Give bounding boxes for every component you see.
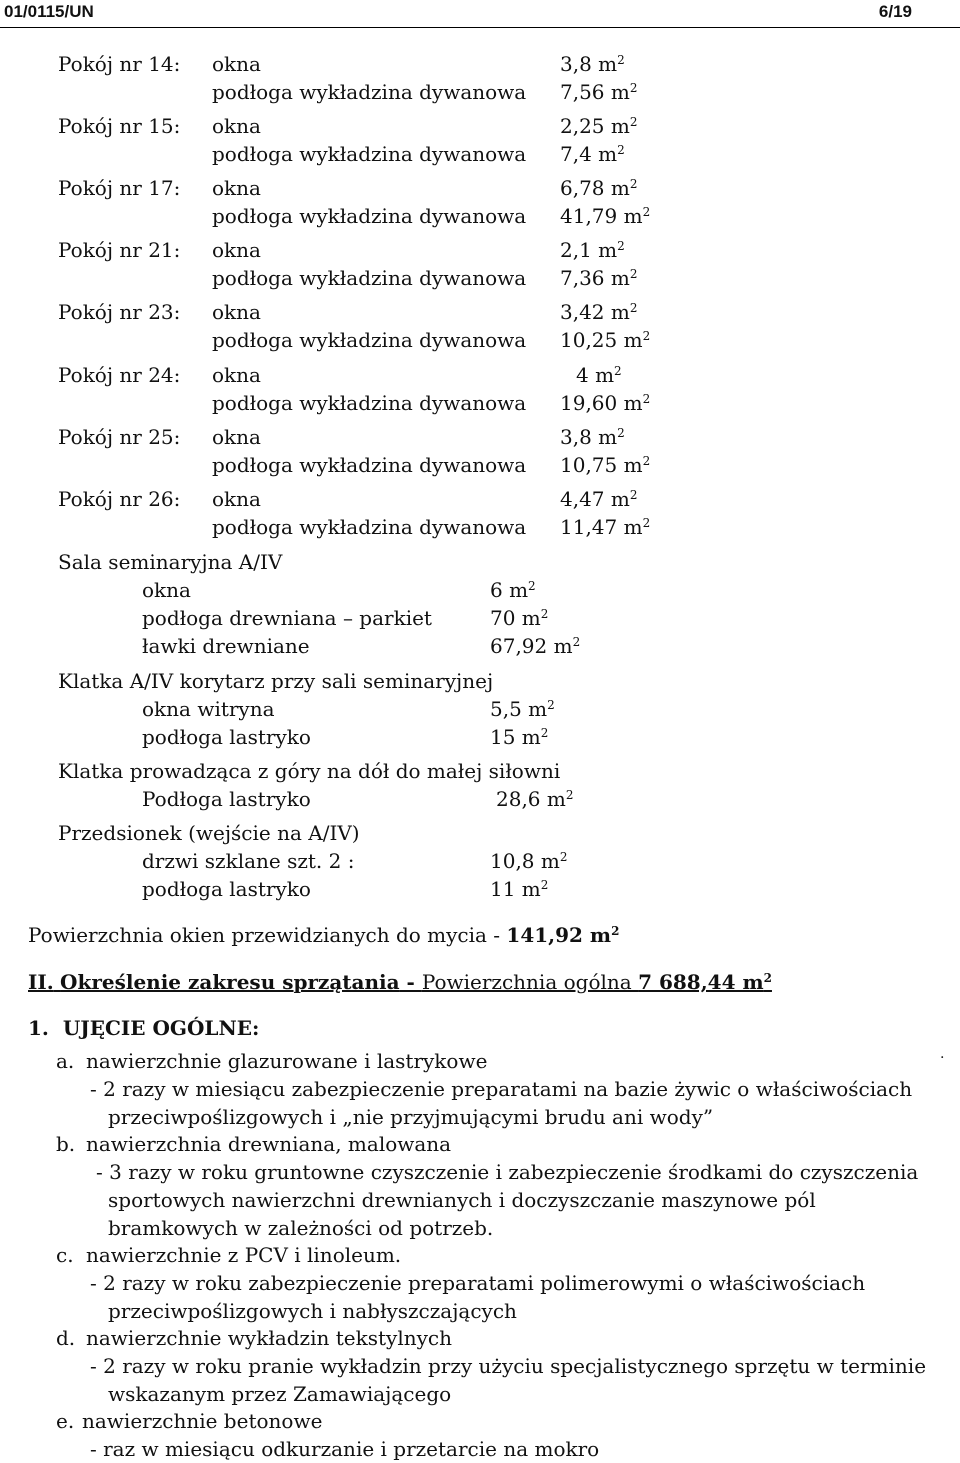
area-value: 6 $m^2$ (490, 578, 536, 602)
room-item: podłoga wykładzina dywanowa (212, 328, 527, 352)
area-label: podłoga drewniana – parkiet (142, 606, 432, 630)
total-area-value: 7 688,44 $m^2$ (638, 970, 772, 994)
area-value: 11 $m^2$ (490, 877, 549, 901)
list-item-title: nawierzchnie wykładzin tekstylnych (86, 1326, 452, 1350)
header-divider (0, 27, 960, 28)
room-item: podłoga wykładzina dywanowa (212, 453, 527, 477)
room-value: 19,60 $m^2$ (560, 391, 651, 415)
windows-total-label: Powierzchnia okien przewidzianych do mycia - (28, 923, 507, 947)
room-item: podłoga wykładzina dywanowa (212, 142, 527, 166)
room-item: okna (212, 52, 261, 76)
list-item-text: - 2 razy w roku zabezpieczenie preparatami polimerowymi o właściwościach (90, 1271, 866, 1295)
section-heading: Przedsionek (wejście na A/IV) (58, 821, 360, 845)
list-item-text: - 2 razy w roku pranie wykładzin przy użyciu specjalistycznego sprzętu w terminie (90, 1354, 927, 1378)
room-value: 7,4 $m^2$ (560, 142, 625, 166)
area-label: drzwi szklane szt. 2 : (142, 849, 355, 873)
list-item-title: nawierzchnia drewniana, malowana (86, 1132, 452, 1156)
list-item-text: - raz w miesiącu odkurzanie i przetarcie na mokro (90, 1437, 600, 1461)
room-item: podłoga wykładzina dywanowa (212, 204, 527, 228)
section-2-heading: II. Określenie zakresu sprzątania - Powierzchnia ogólna 7 688,44 $m^2$ (28, 970, 772, 994)
room-name: Pokój nr 25: (58, 425, 181, 449)
room-item: okna (212, 487, 261, 511)
page-header (0, 0, 960, 26)
section-heading: Klatka A/IV korytarz przy sali seminaryjnej (58, 669, 494, 693)
room-item: okna (212, 363, 261, 387)
room-item: okna (212, 300, 261, 324)
list-letter: e. (56, 1409, 75, 1433)
area-value: 67,92 $m^2$ (490, 634, 581, 658)
list-item-text: sportowych nawierzchni drewnianych i doczyszczanie maszynowe pól (108, 1188, 816, 1212)
page-number: 6/19 (878, 2, 912, 21)
room-value: 2,1 $m^2$ (560, 238, 625, 262)
windows-total-value: 141,92 $m^2$ (506, 923, 620, 947)
room-item: okna (212, 114, 261, 138)
document-id: 01/0115/UN (4, 2, 94, 21)
windows-total-line (28, 921, 619, 949)
room-value: 3,42 $m^2$ (560, 300, 638, 324)
room-item: podłoga wykładzina dywanowa (212, 391, 527, 415)
list-letter: b. (56, 1132, 76, 1156)
room-name: Pokój nr 26: (58, 487, 181, 511)
section-heading: Sala seminaryjna A/IV (58, 550, 283, 574)
room-name: Pokój nr 14: (58, 52, 181, 76)
list-letter: a. (56, 1049, 75, 1073)
area-label: okna (142, 578, 191, 602)
room-name: Pokój nr 23: (58, 300, 181, 324)
room-value: 2,25 $m^2$ (560, 114, 638, 138)
room-item: podłoga wykładzina dywanowa (212, 80, 527, 104)
list-item-text: - 3 razy w roku gruntowne czyszczenie i zabezpieczenie środkami do czyszczenia (96, 1160, 919, 1184)
room-value: 4,47 $m^2$ (560, 487, 638, 511)
room-value: 7,56 $m^2$ (560, 80, 638, 104)
room-value: 4 $m^2$ (576, 363, 622, 387)
list-item-text: wskazanym przez Zamawiającego (108, 1382, 452, 1406)
list-item-title: nawierzchnie z PCV i linoleum. (86, 1243, 402, 1267)
area-value: 5,5 $m^2$ (490, 697, 555, 721)
list-item-text: - 2 razy w miesiącu zabezpieczenie preparatami na bazie żywic o właściwościach (90, 1077, 913, 1101)
room-value: 3,8 $m^2$ (560, 425, 625, 449)
room-name: Pokój nr 21: (58, 238, 181, 262)
room-value: 11,47 $m^2$ (560, 515, 651, 539)
room-item: okna (212, 238, 261, 262)
room-item: podłoga wykładzina dywanowa (212, 266, 527, 290)
area-value: 28,6 $m^2$ (496, 787, 574, 811)
room-value: 7,36 $m^2$ (560, 266, 638, 290)
room-name: Pokój nr 17: (58, 176, 181, 200)
room-name: Pokój nr 24: (58, 363, 181, 387)
list-item-text: przeciwpoślizgowych i nabłyszczających (108, 1299, 517, 1323)
room-item: okna (212, 425, 261, 449)
list-item-title: nawierzchnie betonowe (82, 1409, 323, 1433)
room-item: okna (212, 176, 261, 200)
area-label: ławki drewniane (142, 634, 310, 658)
area-label: Podłoga lastryko (142, 787, 311, 811)
subsection-heading: 1. UJĘCIE OGÓLNE: (28, 1016, 260, 1040)
area-label: podłoga lastryko (142, 725, 311, 749)
stray-dot: . (940, 1046, 945, 1062)
room-item: podłoga wykładzina dywanowa (212, 515, 527, 539)
area-value: 10,8 $m^2$ (490, 849, 568, 873)
list-item-text: przeciwpoślizgowych i „nie przyjmującymi brudu ani wody” (108, 1105, 714, 1129)
room-value: 10,75 $m^2$ (560, 453, 651, 477)
room-value: 10,25 $m^2$ (560, 328, 651, 352)
section-heading: Klatka prowadząca z góry na dół do małej siłowni (58, 759, 561, 783)
room-value: 3,8 $m^2$ (560, 52, 625, 76)
area-value: 70 $m^2$ (490, 606, 549, 630)
room-value: 6,78 $m^2$ (560, 176, 638, 200)
room-name: Pokój nr 15: (58, 114, 181, 138)
list-item-text: bramkowych w zależności od potrzeb. (108, 1216, 494, 1240)
room-value: 41,79 $m^2$ (560, 204, 651, 228)
area-label: podłoga lastryko (142, 877, 311, 901)
area-label: okna witryna (142, 697, 275, 721)
list-item-title: nawierzchnie glazurowane i lastrykowe (86, 1049, 488, 1073)
list-letter: c. (56, 1243, 74, 1267)
area-value: 15 $m^2$ (490, 725, 549, 749)
list-letter: d. (56, 1326, 76, 1350)
